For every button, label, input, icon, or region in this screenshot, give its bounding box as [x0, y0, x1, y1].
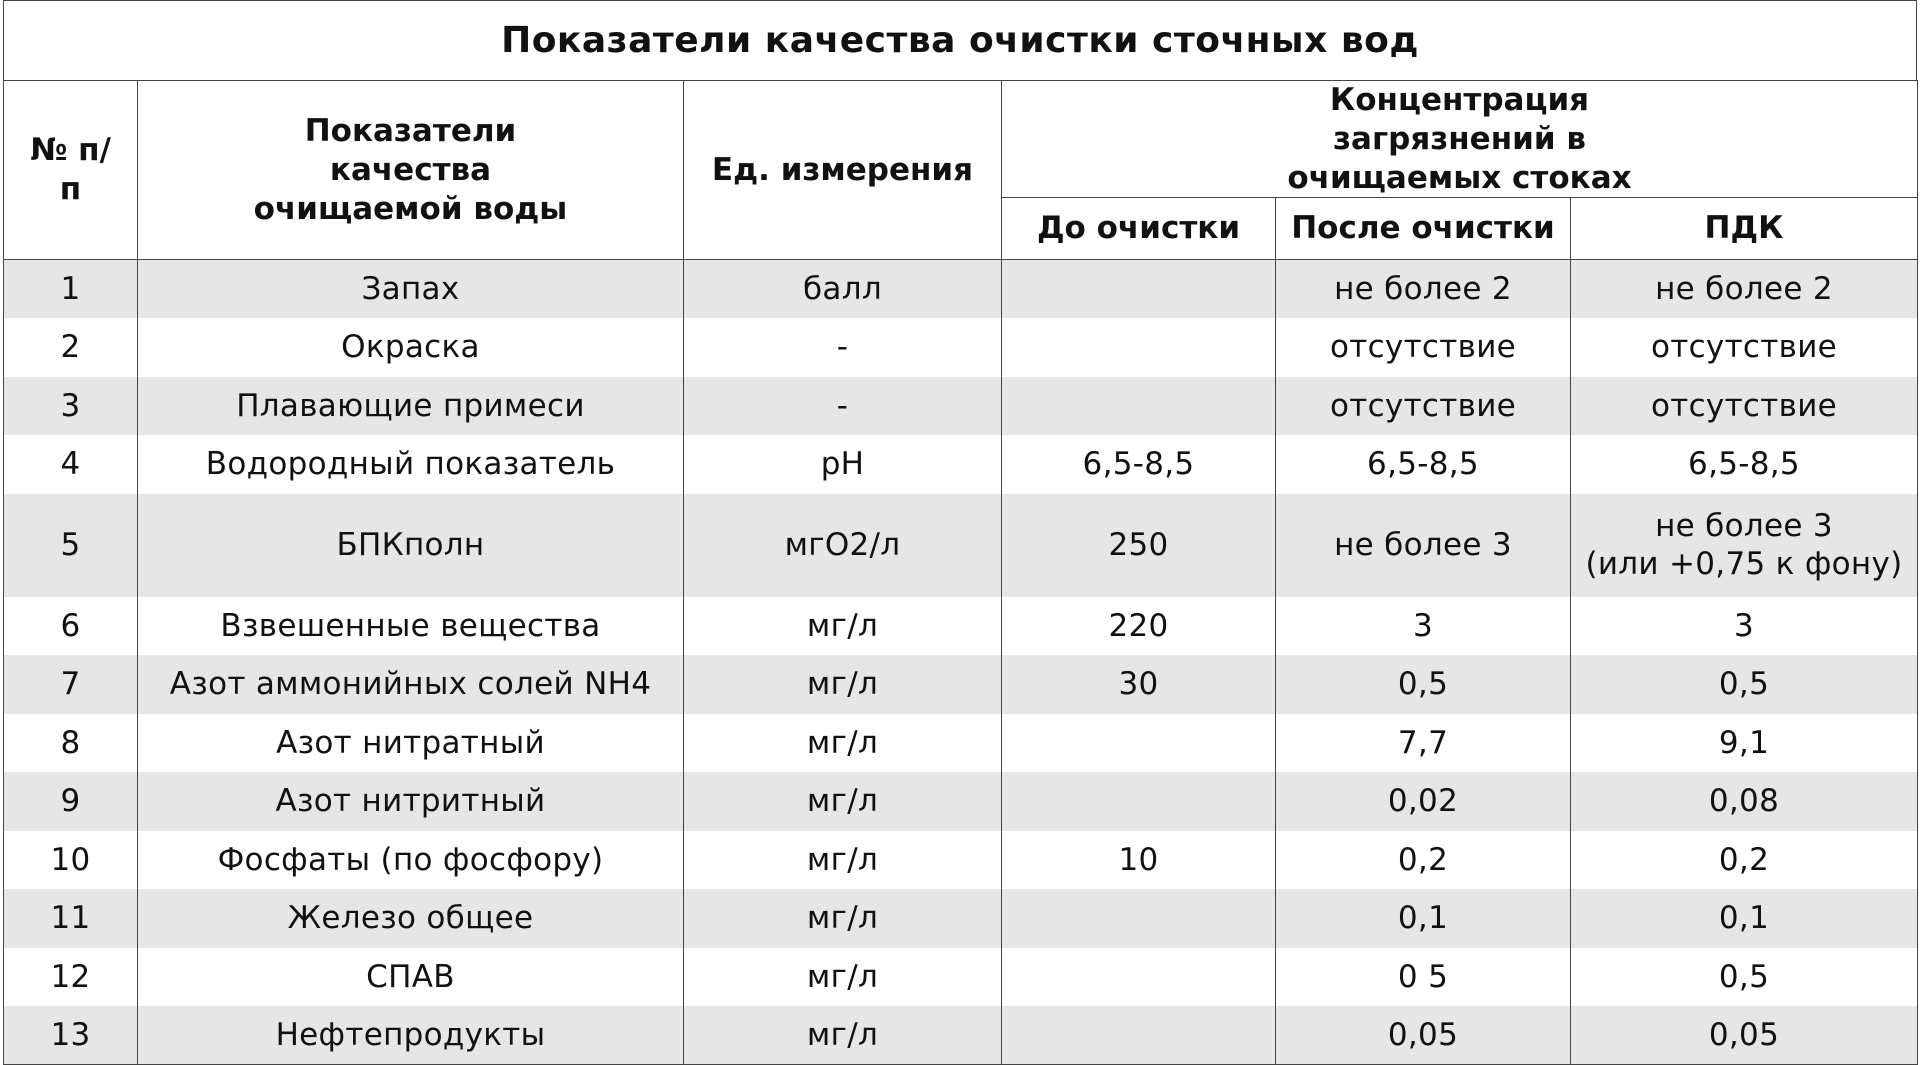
- row-pdk: 0,1: [1571, 889, 1918, 948]
- row-unit: мг/л: [684, 655, 1002, 714]
- row-after: отсутствие: [1276, 318, 1571, 377]
- row-pdk: 0,08: [1571, 772, 1918, 831]
- row-unit: мг/л: [684, 714, 1002, 773]
- row-unit: мг/л: [684, 889, 1002, 948]
- row-num: 3: [4, 377, 138, 436]
- row-unit: мг/л: [684, 948, 1002, 1007]
- row-num: 10: [4, 831, 138, 890]
- row-after: 0,1: [1276, 889, 1571, 948]
- row-unit: мг/л: [684, 831, 1002, 890]
- table-row: [4, 377, 1918, 436]
- header-after: После очистки: [1276, 198, 1571, 260]
- row-before: 6,5-8,5: [1002, 435, 1276, 494]
- row-unit: балл: [684, 260, 1002, 319]
- table-row: [4, 597, 1918, 656]
- row-unit: мгО2/л: [684, 494, 1002, 597]
- row-num: 5: [4, 494, 138, 597]
- row-name: СПАВ: [138, 948, 684, 1007]
- row-name: Плавающие примеси: [138, 377, 684, 436]
- row-before: [1002, 948, 1276, 1007]
- row-unit: мг/л: [684, 1006, 1002, 1065]
- row-num: 8: [4, 714, 138, 773]
- row-pdk: 9,1: [1571, 714, 1918, 773]
- row-num: 6: [4, 597, 138, 656]
- row-num: 1: [4, 260, 138, 319]
- row-name: Азот нитритный: [138, 772, 684, 831]
- header-pdk: ПДК: [1571, 198, 1918, 260]
- row-after: 6,5-8,5: [1276, 435, 1571, 494]
- row-name: Запах: [138, 260, 684, 319]
- row-pdk-multiline: [1571, 494, 1918, 597]
- row-after: 0,2: [1276, 831, 1571, 890]
- table-title: Показатели качества очистки сточных вод: [3, 0, 1917, 80]
- quality-table: [3, 80, 1918, 1065]
- row-pdk: 0,5: [1571, 655, 1918, 714]
- row-before: [1002, 377, 1276, 436]
- row-before: [1002, 714, 1276, 773]
- row-after: 0 5: [1276, 948, 1571, 1007]
- row-num: 7: [4, 655, 138, 714]
- row-num: 12: [4, 948, 138, 1007]
- row-before: [1002, 1006, 1276, 1065]
- row-pdk: 3: [1571, 597, 1918, 656]
- row-num: 4: [4, 435, 138, 494]
- row-after: отсутствие: [1276, 377, 1571, 436]
- row-pdk: 0,2: [1571, 831, 1918, 890]
- row-after: 3: [1276, 597, 1571, 656]
- row-pdk: не более 2: [1571, 260, 1918, 319]
- row-num: 2: [4, 318, 138, 377]
- header-num: № п/п: [4, 81, 138, 260]
- row-after: 7,7: [1276, 714, 1571, 773]
- row-after: 0,02: [1276, 772, 1571, 831]
- row-name: Нефтепродукты: [138, 1006, 684, 1065]
- table-row: [4, 889, 1918, 948]
- row-before: [1002, 889, 1276, 948]
- row-name: БПКполн: [138, 494, 684, 597]
- table-header: [4, 81, 1918, 260]
- row-name: Фосфаты (по фосфору): [138, 831, 684, 890]
- table-row: [4, 948, 1918, 1007]
- row-name: Азот нитратный: [138, 714, 684, 773]
- row-before: 220: [1002, 597, 1276, 656]
- row-pdk: отсутствие: [1571, 377, 1918, 436]
- header-concentration: Концентрация загрязнений в очищаемых стоках: [1002, 81, 1918, 198]
- table-row: [4, 772, 1918, 831]
- row-after: не более 3: [1276, 494, 1571, 597]
- row-name: Азот аммонийных солей NH4: [138, 655, 684, 714]
- header-indicator: Показатели качества очищаемой воды: [138, 81, 684, 260]
- table-row: [4, 655, 1918, 714]
- row-before: 30: [1002, 655, 1276, 714]
- row-before: [1002, 318, 1276, 377]
- row-after: не более 2: [1276, 260, 1571, 319]
- table-row: [4, 1006, 1918, 1065]
- header-unit: Ед. измерения: [684, 81, 1002, 260]
- row-before: 250: [1002, 494, 1276, 597]
- header-before: До очистки: [1002, 198, 1276, 260]
- row-after: 0,5: [1276, 655, 1571, 714]
- row-name: Взвешенные вещества: [138, 597, 684, 656]
- table-row: [4, 318, 1918, 377]
- row-pdk-line2: (или +0,75 к фону): [1585, 546, 1903, 583]
- row-name: Окраска: [138, 318, 684, 377]
- table-row: [4, 435, 1918, 494]
- row-unit: мг/л: [684, 597, 1002, 656]
- row-pdk: 6,5-8,5: [1571, 435, 1918, 494]
- row-num: 13: [4, 1006, 138, 1065]
- row-before: 10: [1002, 831, 1276, 890]
- row-pdk: 0,5: [1571, 948, 1918, 1007]
- table-body: [4, 260, 1918, 1065]
- table-row: [4, 714, 1918, 773]
- row-num: 9: [4, 772, 138, 831]
- row-unit: мг/л: [684, 772, 1002, 831]
- row-after: 0,05: [1276, 1006, 1571, 1065]
- row-pdk: не более 3: [1655, 507, 1833, 544]
- row-unit: pH: [684, 435, 1002, 494]
- row-unit: -: [684, 377, 1002, 436]
- table-row: [4, 494, 1918, 597]
- row-num: 11: [4, 889, 138, 948]
- row-pdk: отсутствие: [1571, 318, 1918, 377]
- row-before: [1002, 772, 1276, 831]
- row-pdk: 0,05: [1571, 1006, 1918, 1065]
- table-row: [4, 260, 1918, 319]
- row-name: Водородный показатель: [138, 435, 684, 494]
- row-name: Железо общее: [138, 889, 684, 948]
- table-row: [4, 831, 1918, 890]
- row-unit: -: [684, 318, 1002, 377]
- row-before: [1002, 260, 1276, 319]
